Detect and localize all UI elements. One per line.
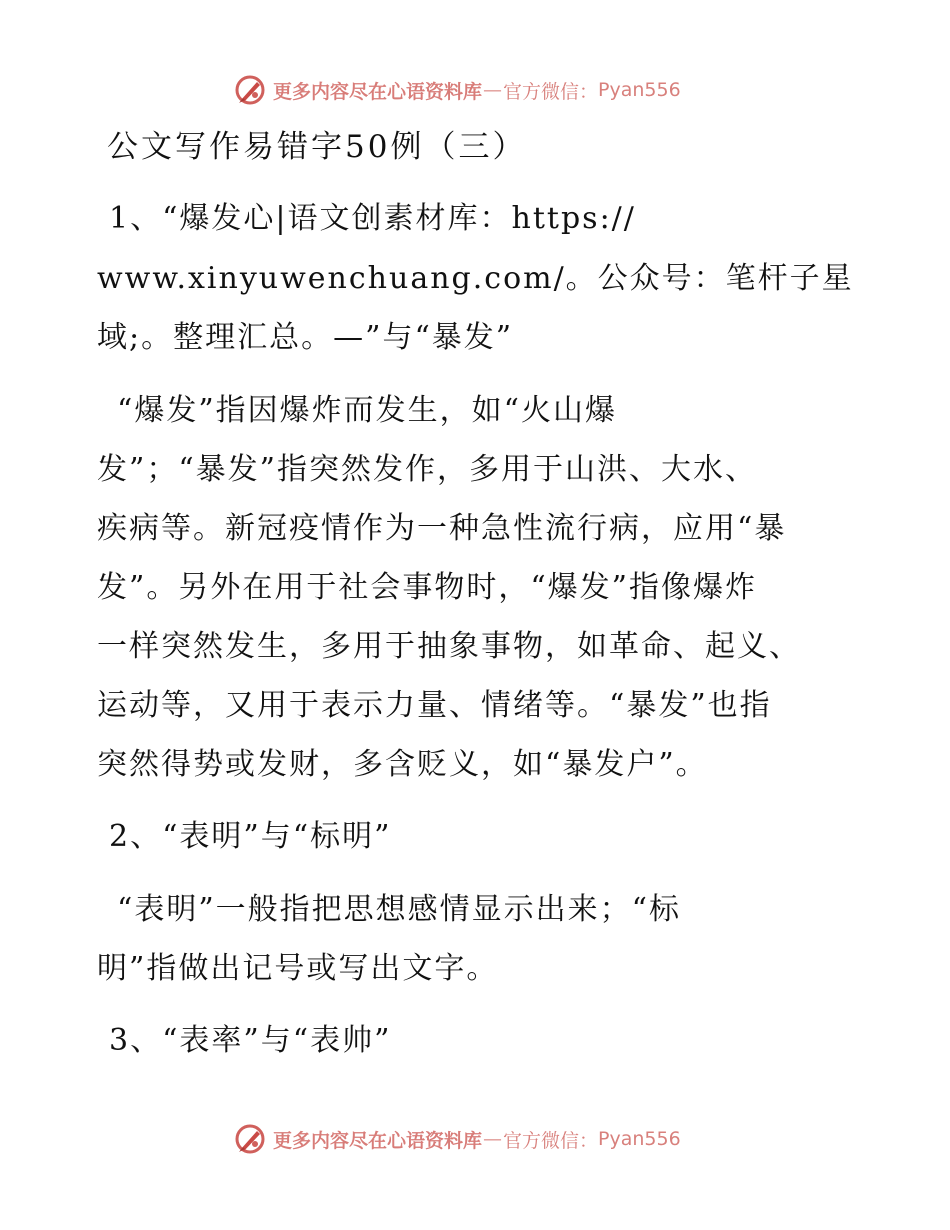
item-1-body-line-6: 运动等，又用于表示力量、情绪等。“暴发”也指 (97, 688, 772, 723)
banner-text: 更多内容尽在心语资料库 (273, 1129, 483, 1152)
item-1-body-line-4: 发”。另外在用于社会事物时，“爆发”指像爆炸 (97, 570, 758, 605)
item-1-body-line-5: 一样突然发生，多用于抽象事物，如革命、起义、 (97, 629, 801, 664)
item-1-heading-line-3: 域;。整理汇总。—”与“暴发” (97, 320, 514, 355)
banner-wechat-label: 官方微信： (503, 80, 599, 103)
item-1-body-line-1: “爆发”指因爆炸而发生，如“火山爆 (117, 393, 618, 428)
item-3-heading: 3、“表率”与“表帅” (109, 1023, 392, 1058)
item-2-heading: 2、“表明”与“标明” (109, 819, 392, 854)
item-1-heading-line-2: www.xinyuwenchuang.com/。公众号：笔杆子星 (97, 261, 854, 296)
banner-dash: — (483, 79, 503, 101)
footer-banner (233, 1122, 681, 1156)
document-title: 公文写作易错字50例（三） (107, 129, 527, 165)
item-2-body-line-1: “表明”一般指把思想感情显示出来；“标 (117, 892, 682, 927)
item-1-body-line-2: 发”；“暴发”指突然发作，多用于山洪、大水、 (97, 452, 758, 487)
banner-dash: — (483, 1128, 503, 1150)
banner-wechat-id: Pyan556 (598, 79, 681, 101)
item-1-heading-line-1: 1、“爆发心|语文创素材库：https:// (109, 201, 636, 236)
item-2-body-line-2: 明”指做出记号或写出文字。 (97, 951, 499, 986)
header-banner (233, 73, 681, 107)
banner-wechat-id: Pyan556 (598, 1128, 681, 1150)
banner-wechat-label: 官方微信： (503, 1129, 599, 1152)
banner-text: 更多内容尽在心语资料库 (273, 80, 483, 103)
item-1-body-line-3: 疾病等。新冠疫情作为一种急性流行病，应用“暴 (97, 511, 787, 546)
quill-logo-icon (233, 73, 267, 107)
quill-logo-icon (233, 1122, 267, 1156)
item-1-body-line-7: 突然得势或发财，多含贬义，如“暴发户”。 (97, 747, 708, 782)
